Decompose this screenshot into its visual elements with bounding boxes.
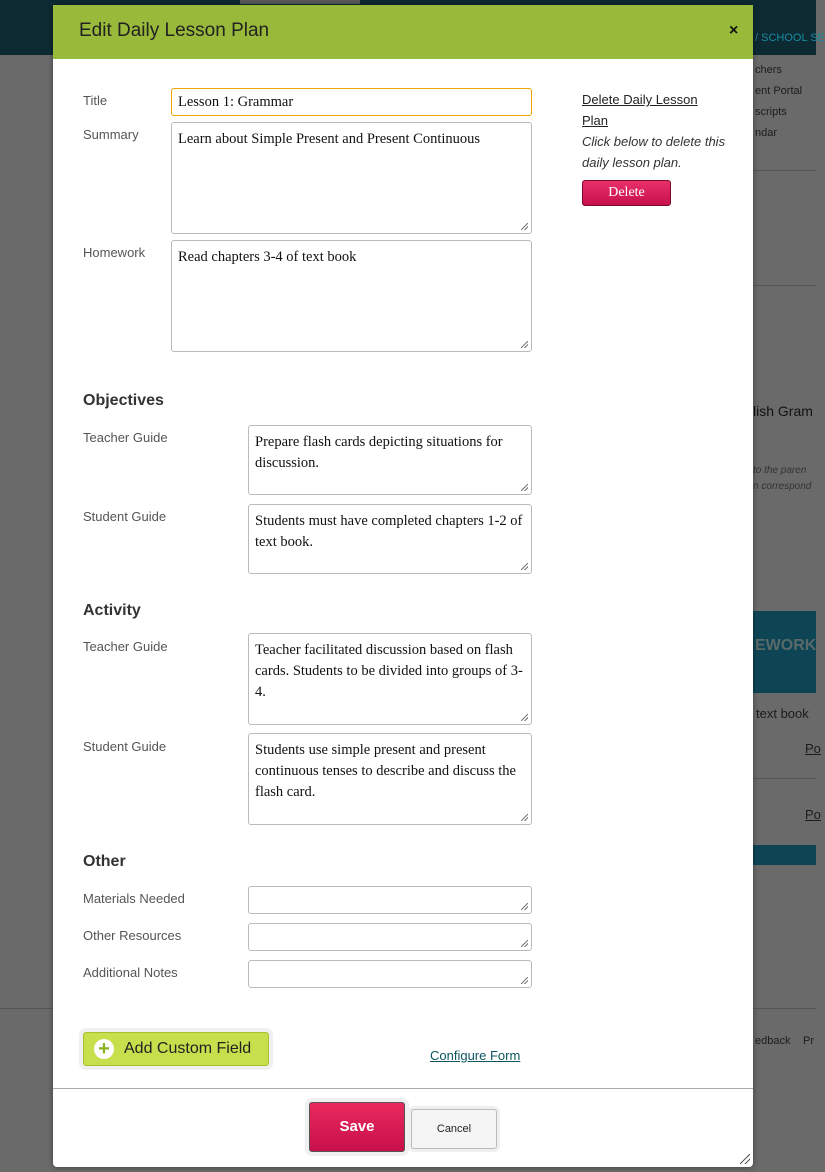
divider	[753, 170, 816, 171]
menu-item[interactable]: ent Portal	[755, 85, 803, 97]
dialog-header	[53, 5, 753, 59]
close-icon[interactable]: ×	[729, 22, 739, 39]
divider	[753, 778, 816, 779]
resize-grip-icon[interactable]	[740, 1154, 750, 1164]
footer-link-feedback[interactable]: edback	[755, 1035, 791, 1047]
nav-link-school[interactable]: / SCHOOL SE	[755, 32, 825, 44]
objectives-student-label: Student Guide	[83, 509, 167, 524]
dialog-title: Edit Daily Lesson Plan	[79, 20, 270, 41]
bg-heading: lish Gram	[753, 403, 813, 419]
save-button[interactable]: Save	[309, 1102, 405, 1152]
materials-textarea[interactable]	[248, 886, 532, 914]
plus-icon: +	[94, 1039, 114, 1059]
objectives-heading: Objectives	[83, 392, 164, 409]
materials-label: Materials Needed	[83, 891, 185, 906]
bg-note: n correspond	[753, 481, 812, 492]
cancel-button[interactable]: Cancel	[411, 1109, 497, 1149]
add-custom-field-button[interactable]	[83, 1032, 269, 1066]
add-custom-field-label: Add Custom Field	[124, 1040, 252, 1057]
resources-label: Other Resources	[83, 928, 182, 943]
bg-link[interactable]: Po	[805, 807, 821, 822]
bg-band-text: EWORK	[755, 637, 817, 654]
bg-row-text: text book	[756, 706, 809, 721]
delete-button[interactable]: Delete	[582, 180, 671, 206]
notes-label: Additional Notes	[83, 965, 178, 980]
title-label: Title	[83, 93, 108, 108]
bg-band	[753, 845, 816, 865]
activity-heading: Activity	[83, 602, 141, 619]
footer-link[interactable]: Pr	[803, 1035, 814, 1047]
bg-note: to the paren	[753, 465, 807, 476]
summary-label: Summary	[83, 127, 139, 142]
objectives-teacher-textarea[interactable]: Prepare flash cards depicting situations for discussion.	[248, 425, 532, 495]
other-heading: Other	[83, 853, 126, 870]
activity-student-textarea[interactable]: Students use simple present and present continuous tenses to describe and discuss the flash card.	[248, 733, 532, 825]
objectives-teacher-label: Teacher Guide	[83, 430, 168, 445]
footer-divider	[53, 1088, 753, 1089]
menu-item[interactable]: scripts	[755, 106, 787, 118]
menu-item[interactable]: ndar	[755, 127, 778, 139]
bg-band	[753, 611, 816, 693]
objectives-student-textarea[interactable]: Students must have completed chapters 1-2 of text book.	[248, 504, 532, 574]
menu-item[interactable]: chers	[755, 64, 782, 76]
activity-student-label: Student Guide	[83, 739, 167, 754]
notes-textarea[interactable]	[248, 960, 532, 988]
edit-lesson-plan-dialog	[53, 5, 753, 1167]
delete-note: Click below to delete this daily lesson plan.	[582, 134, 726, 170]
activity-teacher-label: Teacher Guide	[83, 639, 168, 654]
bg-link[interactable]: Po	[805, 741, 821, 756]
delete-lesson-plan-link[interactable]: Delete Daily Lesson Plan	[582, 92, 698, 128]
configure-form-link[interactable]: Configure Form	[430, 1048, 521, 1063]
resources-textarea[interactable]	[248, 923, 532, 951]
homework-textarea[interactable]: Read chapters 3-4 of text book	[171, 240, 532, 352]
summary-textarea[interactable]: Learn about Simple Present and Present Continuous	[171, 122, 532, 234]
title-input[interactable]: Lesson 1: Grammar	[171, 88, 532, 116]
active-tab-indicator	[240, 0, 360, 4]
divider	[753, 285, 816, 286]
homework-label: Homework	[83, 245, 146, 260]
activity-teacher-textarea[interactable]: Teacher facilitated discussion based on flash cards. Students to be divided into groups of 3-4.	[248, 633, 532, 725]
